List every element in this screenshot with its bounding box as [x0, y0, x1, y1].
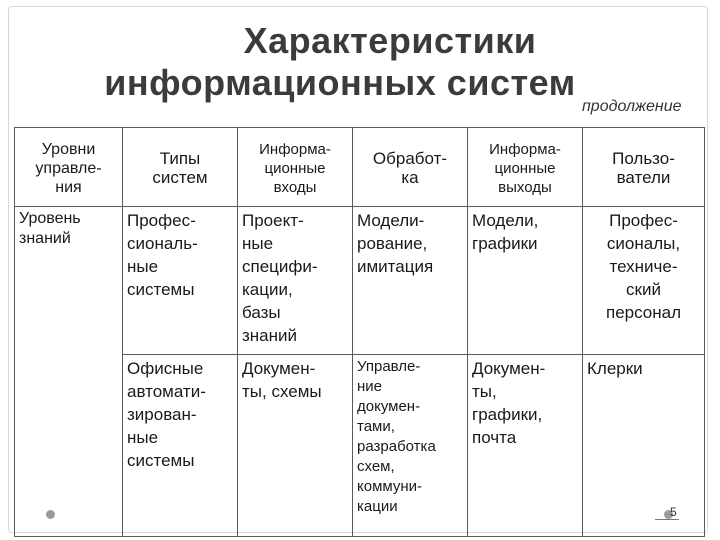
cell-text-line: знаний	[242, 326, 298, 345]
cell-text-line: ский	[626, 280, 661, 299]
cell-text-line: Управле-	[357, 358, 421, 375]
cell-text-line: Клерки	[587, 359, 643, 378]
cell-text-line: ка	[401, 168, 419, 187]
cell-text-line: управле-	[35, 159, 102, 177]
cell-text-line: специфи-	[242, 257, 318, 276]
cell-users	[583, 355, 705, 537]
cell-text-line: Докумен-	[472, 359, 546, 378]
cell-text-line: систем	[152, 168, 208, 187]
cell-text-line: Пользо-	[612, 149, 675, 168]
cell-text-line: графики	[472, 234, 538, 253]
header-info-inputs	[238, 128, 353, 207]
cell-text-line: выходы	[498, 178, 552, 196]
header-info-outputs	[468, 128, 583, 207]
cell-text-line: почта	[472, 428, 517, 447]
cell-processing	[353, 207, 468, 355]
cell-text-line: Офисные	[127, 359, 204, 378]
title-line-2: информационных систем	[104, 62, 576, 103]
cell-processing	[353, 355, 468, 537]
cell-text-line: персонал	[605, 303, 682, 322]
cell-text-line: ты, схемы	[242, 382, 322, 401]
header-system-types	[123, 128, 238, 207]
cell-text-line: кации,	[242, 280, 293, 299]
cell-text-line: Типы	[159, 149, 201, 168]
table-row	[15, 207, 705, 355]
cell-text-line: системы	[127, 280, 195, 299]
cell-level	[15, 207, 123, 537]
cell-text-line: кации	[357, 498, 398, 515]
cell-text-line: ния	[55, 178, 82, 196]
cell-text-line: ные	[242, 234, 274, 253]
cell-text-line: ние	[357, 378, 383, 395]
cell-text-line: Модели-	[357, 211, 425, 230]
title-line-1: Характеристики	[243, 20, 537, 61]
cell-text-line: ные	[127, 257, 159, 276]
cell-text-line: входы	[273, 178, 317, 196]
cell-text-line: коммуни-	[357, 478, 423, 495]
left-bullet-dot	[46, 510, 55, 519]
cell-text-line: Уровень	[19, 210, 81, 227]
cell-text-line: Профес-	[127, 211, 196, 230]
cell-text-line: техниче-	[609, 257, 678, 276]
cell-inputs	[238, 355, 353, 537]
cell-text-line: автомати-	[127, 382, 206, 401]
cell-text-line: графики,	[472, 405, 543, 424]
cell-text-line: Информа-	[259, 140, 331, 158]
cell-text-line: Информа-	[489, 140, 561, 158]
cell-text-line: ционные	[494, 159, 556, 177]
page-number-underline	[655, 519, 679, 520]
header-users	[583, 128, 705, 207]
continuation-note: продолжение	[582, 98, 682, 115]
cell-text-line: ные	[127, 428, 159, 447]
cell-text-line: ционные	[264, 159, 326, 177]
header-processing	[353, 128, 468, 207]
cell-text-line: Докумен-	[242, 359, 316, 378]
cell-text-line: сионалы,	[606, 234, 681, 253]
cell-text-line: системы	[127, 451, 195, 470]
cell-text-line: рование,	[357, 234, 428, 253]
slide-title	[0, 20, 720, 104]
cell-text-line: разработка	[357, 438, 436, 455]
cell-text-line: Модели,	[472, 211, 539, 230]
table-header-row	[15, 128, 705, 207]
cell-users	[583, 207, 705, 355]
page-number: 5	[670, 505, 677, 519]
cell-type	[123, 207, 238, 355]
characteristics-table	[14, 127, 705, 537]
cell-text-line: имитация	[357, 257, 434, 276]
cell-text-line: зирован-	[127, 405, 197, 424]
cell-text-line: ты,	[472, 382, 497, 401]
cell-text-line: Профес-	[609, 211, 678, 230]
cell-text-line: Уровни	[41, 140, 96, 158]
cell-text-line: тами,	[357, 418, 395, 435]
cell-text-line: ватели	[616, 168, 671, 187]
cell-text-line: Обработ-	[372, 149, 448, 168]
cell-outputs	[468, 207, 583, 355]
cell-outputs	[468, 355, 583, 537]
cell-text-line: знаний	[19, 230, 71, 247]
cell-text-line: докумен-	[357, 398, 421, 415]
cell-type	[123, 355, 238, 537]
cell-text-line: схем,	[357, 458, 395, 475]
cell-text-line: базы	[242, 303, 281, 322]
cell-inputs	[238, 207, 353, 355]
cell-text-line: сиональ-	[127, 234, 198, 253]
header-levels	[15, 128, 123, 207]
cell-text-line: Проект-	[242, 211, 304, 230]
